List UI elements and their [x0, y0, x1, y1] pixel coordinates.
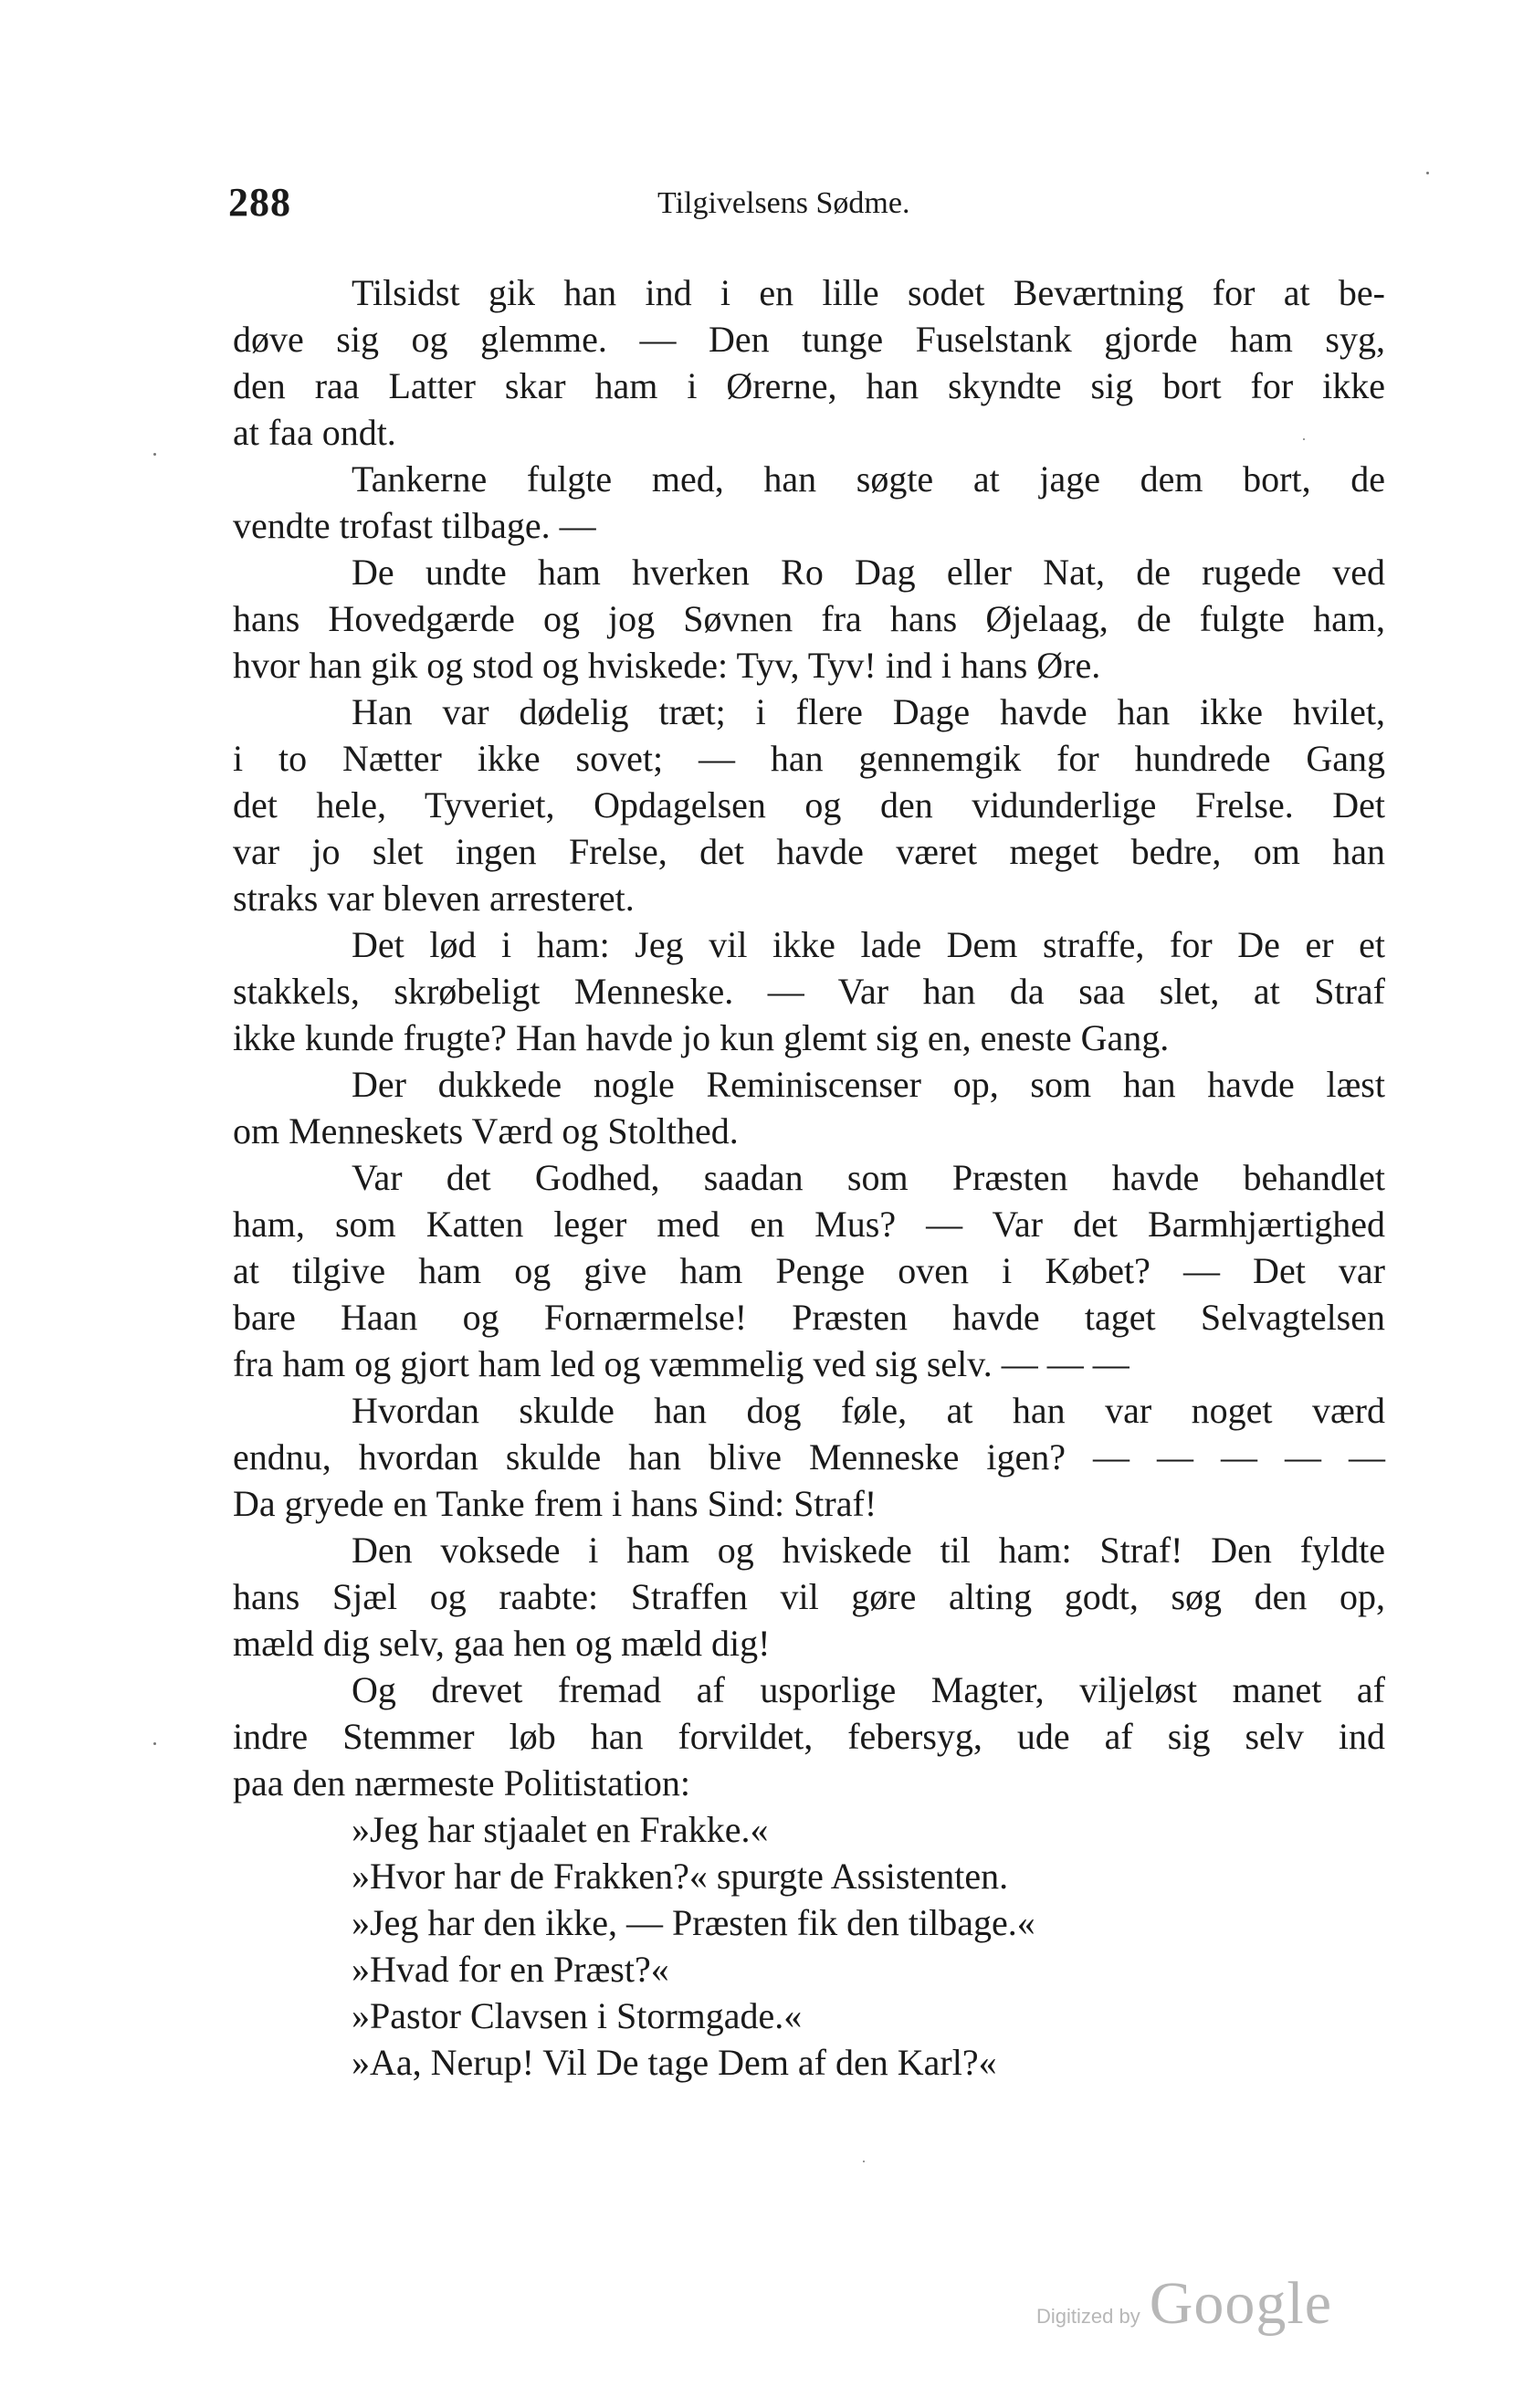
scan-speck	[153, 1742, 156, 1745]
text-line: i to Nætter ikke sovet; — han gennemgik for hundrede Gang	[233, 738, 1385, 779]
text-line: Han var dødelig træt; i flere Dage havde han ikke hvilet,	[352, 691, 1385, 732]
google-logo: Google	[1149, 2270, 1333, 2337]
text-line: vendte trofast tilbage. —	[233, 505, 596, 546]
text-line: Var det Godhed, saadan som Præsten havde behandlet	[352, 1157, 1385, 1198]
text-line: ham, som Katten leger med en Mus? — Var det Barmhjærtighed	[233, 1204, 1385, 1245]
scan-speck	[1426, 172, 1429, 174]
scan-speck	[1303, 438, 1305, 440]
text-line: Tankerne fulgte med, han søgte at jage dem bort, de	[352, 458, 1385, 499]
text-line: stakkels, skrøbeligt Menneske. — Var han da saa slet, at Straf	[233, 971, 1385, 1012]
text-line: ikke kunde frugte? Han havde jo kun glemt sig en, eneste Gang.	[233, 1017, 1170, 1058]
text-line: at tilgive ham og give ham Penge oven i Købet? — Det var	[233, 1250, 1385, 1291]
text-line: »Pastor Clavsen i Stormgade.«	[352, 1995, 803, 2036]
text-line: fra ham og gjort ham led og væmmelig ved sig selv. — — —	[233, 1343, 1129, 1384]
text-line: »Hvad for en Præst?«	[352, 1949, 669, 1990]
text-line: døve sig og glemme. — Den tunge Fuselstank gjorde ham syg,	[233, 319, 1385, 360]
text-line: Tilsidst gik han ind i en lille sodet Beværtning for at be-	[352, 272, 1385, 313]
text-line: mæld dig selv, gaa hen og mæld dig!	[233, 1623, 771, 1664]
text-line: De undte ham hverken Ro Dag eller Nat, de rugede ved	[352, 552, 1385, 593]
page-number: 288	[228, 180, 291, 225]
scan-speck	[153, 453, 156, 456]
text-line: »Jeg har den ikke, — Præsten fik den tilbage.«	[352, 1902, 1035, 1943]
text-line: det hele, Tyveriet, Opdagelsen og den vidunderlige Frelse. Det	[233, 784, 1385, 825]
page-header	[228, 179, 1384, 234]
text-line: hans Hovedgærde og jog Søvnen fra hans Øjelaag, de fulgte ham,	[233, 598, 1385, 639]
text-line: om Menneskets Værd og Stolthed.	[233, 1110, 739, 1151]
text-line: bare Haan og Fornærmelse! Præsten havde taget Selvagtelsen	[233, 1297, 1385, 1338]
text-line: »Hvor har de Frakken?« spurgte Assistenten.	[352, 1856, 1009, 1897]
text-line: indre Stemmer løb han forvildet, febersyg, ude af sig selv ind	[233, 1716, 1385, 1757]
text-line: var jo slet ingen Frelse, det havde været meget bedre, om han	[233, 831, 1385, 872]
text-line: paa den nærmeste Politistation:	[233, 1762, 691, 1803]
digitized-by-google-watermark	[1036, 2269, 1365, 2342]
text-line: hvor han gik og stod og hviskede: Tyv, Tyv! ind i hans Øre.	[233, 645, 1101, 686]
text-line: Det lød i ham: Jeg vil ikke lade Dem straffe, for De er et	[352, 924, 1385, 965]
text-line: »Aa, Nerup! Vil De tage Dem af den Karl?«	[352, 2042, 997, 2083]
scan-speck	[863, 2161, 865, 2162]
text-line: hans Sjæl og raabte: Straffen vil gøre alting godt, søg den op,	[233, 1576, 1385, 1617]
text-line: Der dukkede nogle Reminiscenser op, som han havde læst	[352, 1064, 1385, 1105]
text-line: endnu, hvordan skulde han blive Menneske igen? — — — — —	[233, 1436, 1385, 1477]
text-line: straks var bleven arresteret.	[233, 878, 635, 919]
text-line: at faa ondt.	[233, 412, 396, 453]
watermark-prefix: Digitized by	[1036, 2305, 1140, 2328]
text-line: Hvordan skulde han dog føle, at han var noget værd	[352, 1390, 1385, 1431]
text-line: Og drevet fremad af usporlige Magter, viljeløst manet af	[352, 1669, 1385, 1710]
text-line: »Jeg har stjaalet en Frakke.«	[352, 1809, 769, 1850]
text-line: Den voksede i ham og hviskede til ham: Straf! Den fyldte	[352, 1530, 1385, 1571]
running-title: Tilgivelsens Sødme.	[657, 186, 910, 220]
text-line: Da gryede en Tanke frem i hans Sind: Straf!	[233, 1483, 877, 1524]
text-line: den raa Latter skar ham i Ørerne, han skyndte sig bort for ikke	[233, 365, 1385, 406]
body-text	[233, 269, 1385, 2086]
